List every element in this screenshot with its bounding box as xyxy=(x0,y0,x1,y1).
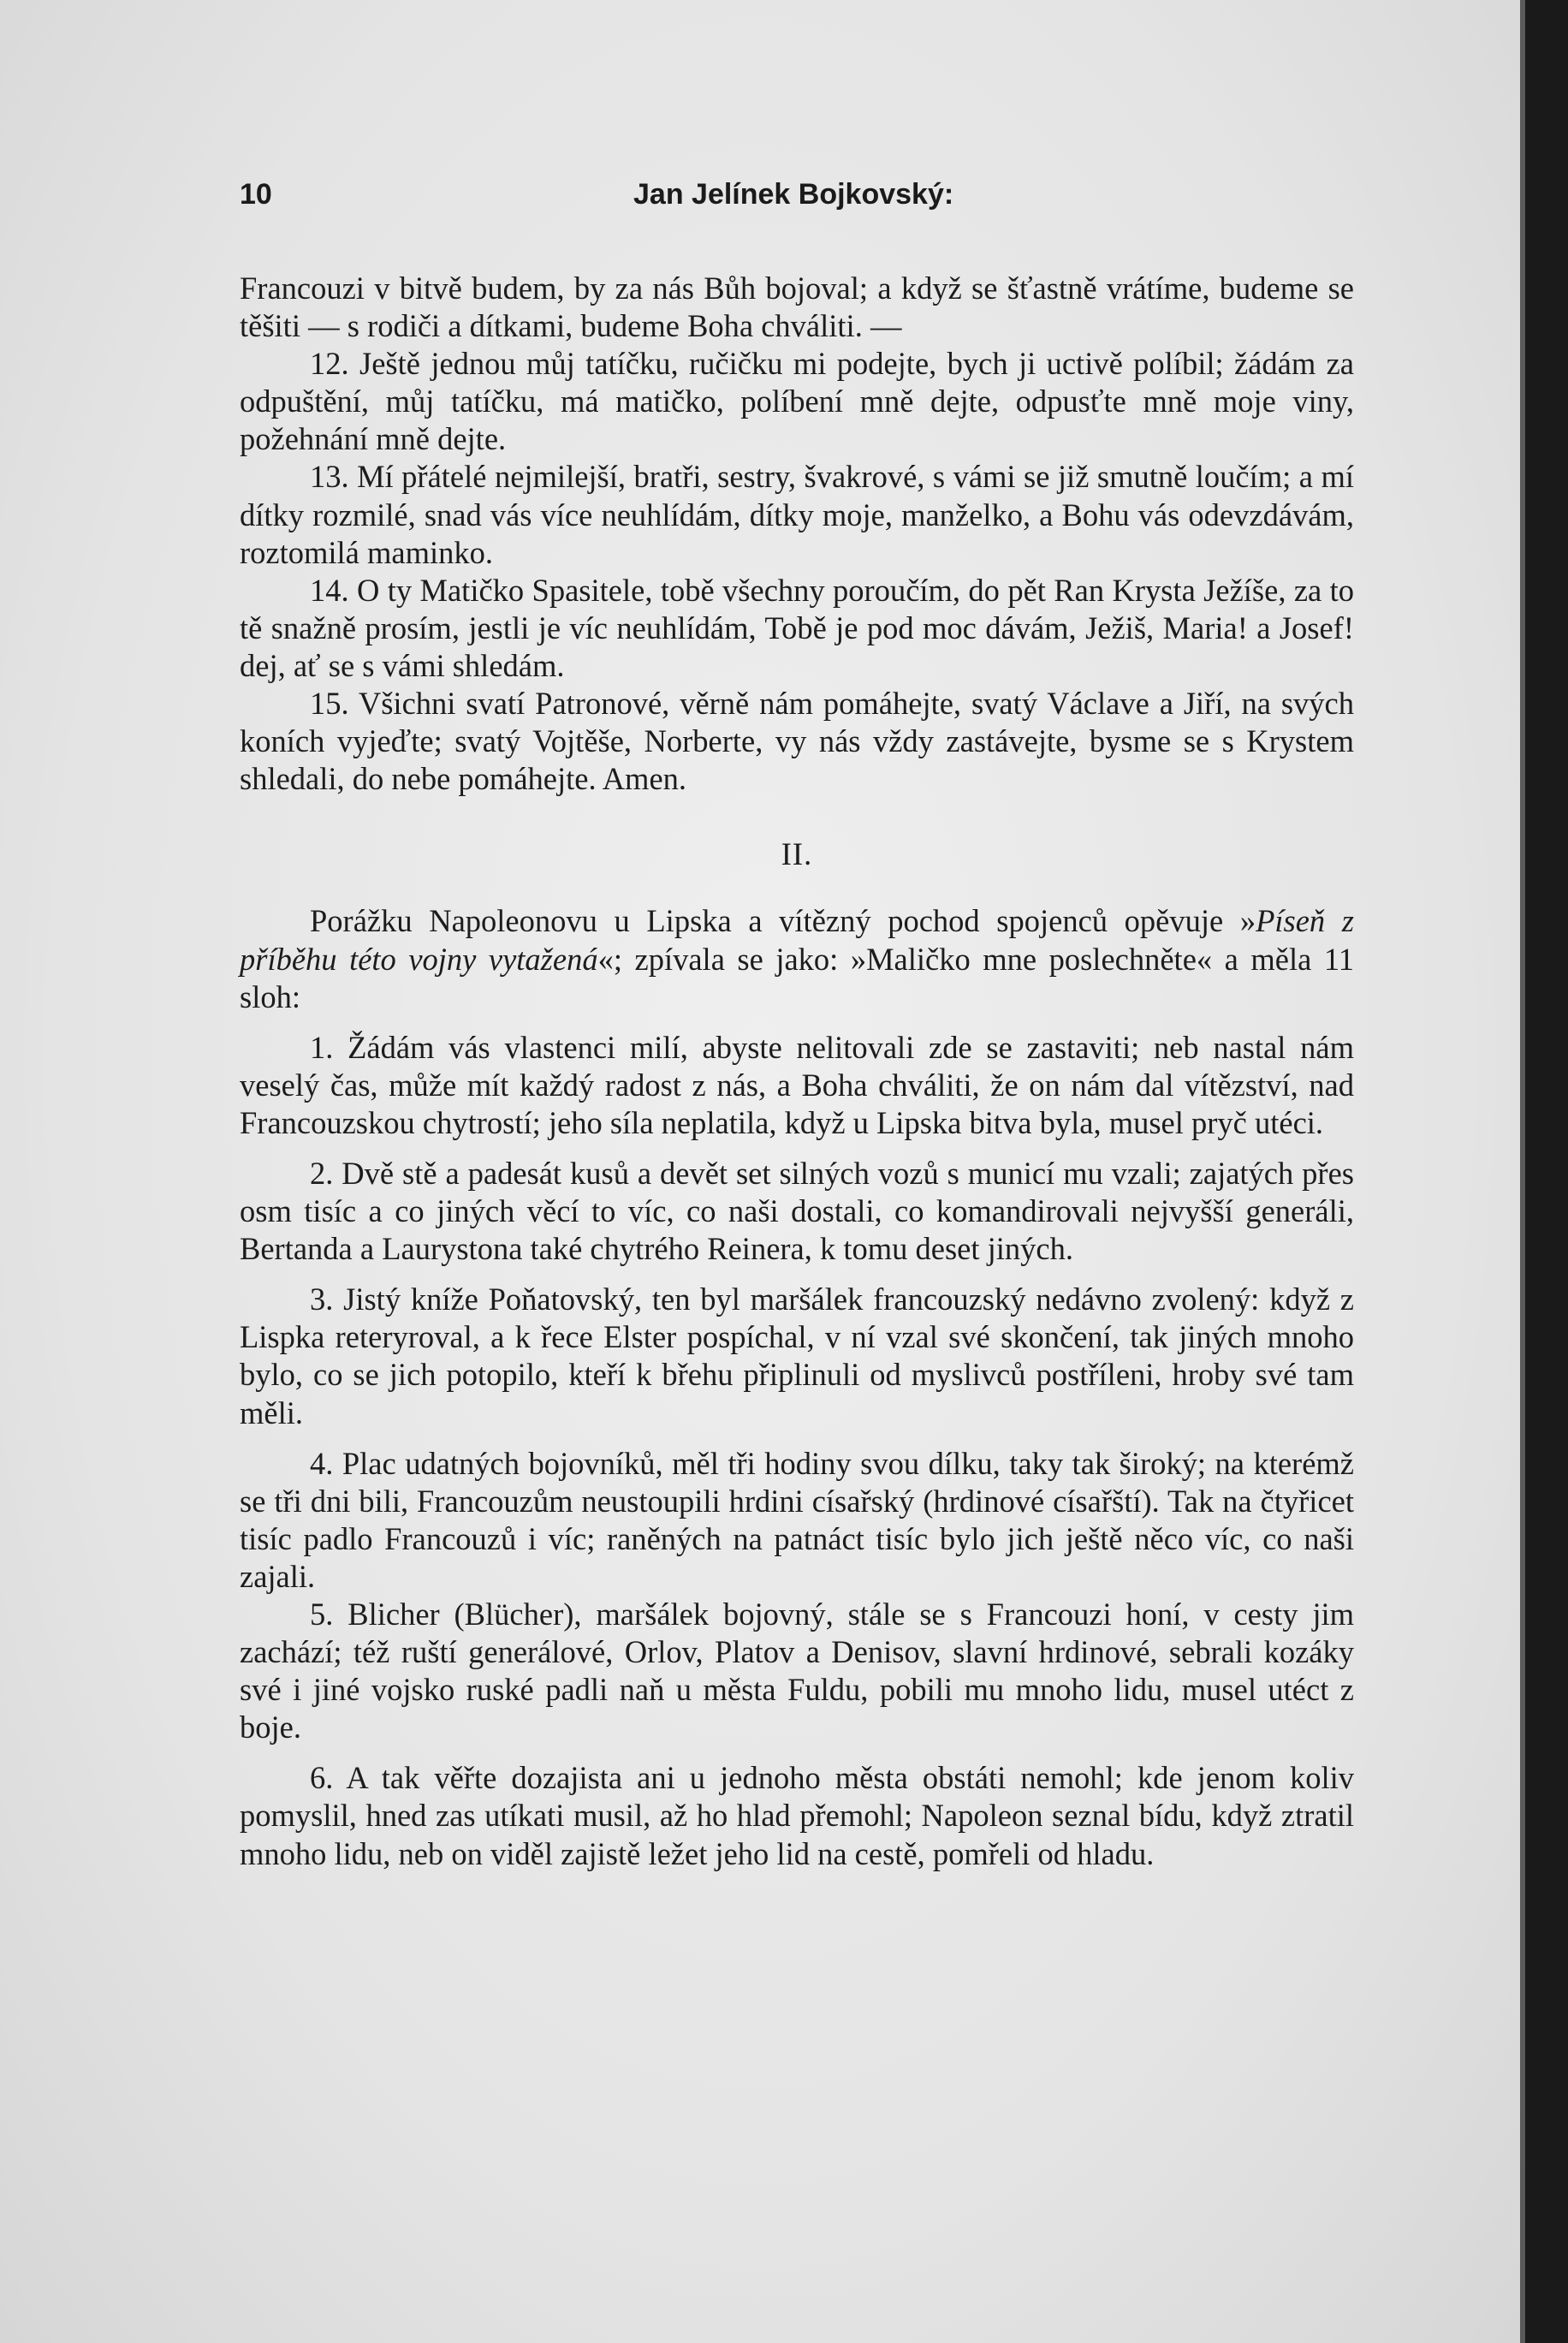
intro-text-a: Porážku Napoleonovu u Lipska a vítězný pochod spojenců opěvuje » xyxy=(310,903,1256,939)
verse-15: 15. Všichni svatí Patronové, věrně nám pomáhejte, svatý Václave a Jiří, na svých koních vyjeďte; svatý Vojtěše, Norberte, vy nás vždy zastávejte, bysme se s Krystem shledali, do nebe pomáhejte. Amen. xyxy=(240,686,1354,797)
verse-3: 3. Jistý kníže Poňatovský, ten byl maršálek francouzský nedávno zvolený: když z Lispka reteryroval, a k řece Elster pospíchal, v ní vzal své skončení, tak jiných mnoho bylo, co se jich potopilo, kteří k břehu připlinuli od myslivců postříleni, hroby své tam měli. xyxy=(240,1282,1354,1430)
page-number: 10 xyxy=(240,178,272,211)
verse-2: 2. Dvě stě a padesát kusů a devět set silných vozů s municí mu vzali; zajatých přes osm tisíc a co jiných věcí to víc, co naši dostali, co komandirovali nejvyšší generáli, Bertanda a Laurystona také chytrého Reinera, k tomu deset jiných. xyxy=(240,1155,1354,1267)
page-header xyxy=(240,178,1352,216)
section-intro xyxy=(240,902,1354,1015)
verse-13: 13. Mí přátelé nejmilejší, bratři, sestry, švakrové, s vámi se již smutně loučím; a mí dítky rozmilé, snad vás více neuhlídám, dítky moje, manželko, a Bohu vás odevzdávám, roztomilá maminko. xyxy=(240,459,1354,570)
verse-14: 14. O ty Matičko Spasitele, tobě všechny poroučím, do pět Ran Krysta Ježíše, za to tě snažně prosím, jestli je víc neuhlídám, Tobě je pod moc dávám, Ježiš, Maria! a Josef! dej, ať se s vámi shledám. xyxy=(240,572,1354,683)
running-head: Jan Jelínek Bojkovský: xyxy=(633,178,954,211)
body-text xyxy=(240,270,1354,1873)
verse-4: 4. Plac udatných bojovníků, měl tři hodiny svou dílku, taky tak široký; na kterémž se tři dni bili, Francouzům neustoupili hrdini císařský (hrdinové císařští). Tak na čtyřicet tisíc padlo Francouzů i víc; raněných na patnáct tisíc bylo jich ještě něco víc, co naši zajali. xyxy=(240,1445,1354,1594)
scan-border xyxy=(1520,0,1568,2343)
verse-12: 12. Ještě jednou můj tatíčku, ručičku mi podejte, bych ji uctivě políbil; žádám za odpuštění, můj tatíčku, má matičko, políbení mně dejte, odpusťte mně moje viny, požehnání mně dejte. xyxy=(240,346,1354,457)
section-heading: II. xyxy=(781,836,813,872)
song-title: Píseň z příběhu této vojny vytažená xyxy=(240,903,1355,977)
verse-6: 6. A tak věřte dozajista ani u jednoho města obstáti nemohl; kde jenom koliv pomyslil, hned zas utíkati musil, až ho hlad přemohl; Napoleon seznal bídu, když ztratil mnoho lidu, neb on viděl zajistě ležet jeho lid na cestě, pomřeli od hladu. xyxy=(240,1760,1354,1871)
verse-5: 5. Blicher (Blücher), maršálek bojovný, stále se s Francouzi honí, v cesty jim zachází; též ruští generálové, Orlov, Platov a Denisov, slavní hrdinové, sebrali kozáky své i jiné vojsko ruské padli naň u města Fuldu, pobili mu mnoho lidu, musel utéct z boje. xyxy=(240,1597,1354,1745)
verse-1: 1. Žádám vás vlastenci milí, abyste nelitovali zde se zastaviti; neb nastal nám veselý čas, může mít každý radost z nás, a Boha chváliti, že on nám dal vítězství, nad Francouzskou chytrostí; jeho síla neplatila, když u Lipska bitva byla, musel pryč utéci. xyxy=(240,1029,1354,1140)
intro-text-b: «; zpívala se jako: »Maličko mne poslechněte« a měla 11 sloh: xyxy=(240,941,1354,1014)
paragraph-continued: Francouzi v bitvě budem, by za nás Bůh bojoval; a když se šťastně vrátíme, budeme se těšiti — s rodiči a dítkami, budeme Boha chváliti. — xyxy=(240,271,1354,344)
